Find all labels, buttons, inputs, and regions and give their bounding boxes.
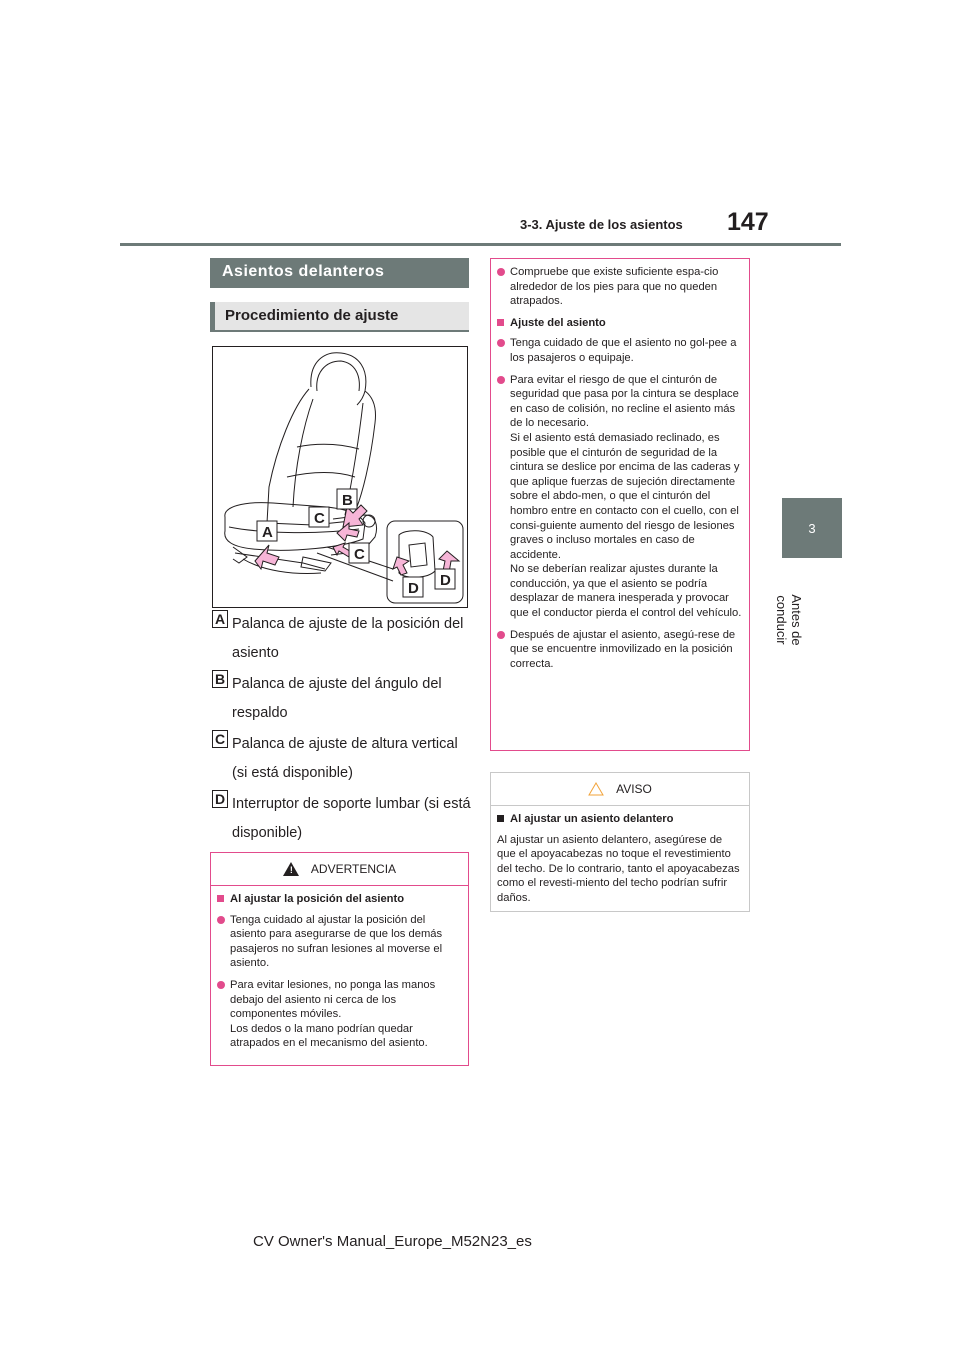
- svg-text:B: B: [342, 492, 353, 509]
- notice-title: AVISO: [616, 782, 652, 796]
- legend-key: D: [212, 790, 228, 808]
- legend-key: B: [212, 670, 228, 688]
- warning-point: Tenga cuidado de que el asiento no gol-pee a los pasajeros o equipaje.: [497, 336, 743, 365]
- figure-label-b: [337, 489, 357, 509]
- warning-icon: !: [283, 862, 299, 876]
- legend-text: Interruptor de soporte lumbar (si está disponible): [232, 796, 471, 841]
- legend-item: [212, 790, 472, 848]
- legend-item: [212, 670, 472, 728]
- figure-label-a: [257, 521, 277, 541]
- figure-label-d-left: [403, 577, 423, 597]
- notice-title-bar: [491, 773, 749, 806]
- legend-item: [212, 610, 472, 668]
- svg-text:D: D: [440, 572, 451, 589]
- notice-heading: Al ajustar un asiento delantero: [497, 812, 743, 827]
- sub-heading: Procedimiento de ajuste: [210, 302, 469, 332]
- footer-text: CV Owner's Manual_Europe_M52N23_es: [253, 1233, 532, 1250]
- warning-point: [497, 373, 743, 621]
- warning-point-text: Los dedos o la mano podrían quedar atrapados en el mecanismo del asiento.: [230, 1022, 428, 1050]
- header-rule: [120, 243, 841, 246]
- svg-text:A: A: [262, 524, 273, 541]
- chapter-tab: [782, 498, 842, 558]
- chapter-number: 3: [808, 520, 816, 536]
- legend-text: Palanca de ajuste del ángulo del respaldo: [232, 676, 442, 721]
- legend-item: [212, 730, 472, 788]
- figure-label-c-top: [309, 507, 329, 527]
- warning-heading: Al ajustar la posición del asiento: [217, 892, 462, 907]
- seat-drawing: [213, 347, 467, 607]
- notice-text: Al ajustar un asiento delantero, asegúrese de que el apoyacabezas no toque el revestimiento del techo. De lo contrario, tanto el apoyacabezas como el revesti-miento del techo podrían sufrir daños.: [497, 833, 740, 904]
- notice-box: [490, 772, 750, 912]
- warning-point-text: Para evitar lesiones, no ponga las manos debajo del asiento ni cerca de los componentes móviles.: [230, 978, 436, 1021]
- main-heading: Asientos delanteros: [210, 258, 469, 288]
- legend-list: [212, 611, 472, 856]
- legend-text: Palanca de ajuste de la posición del asiento: [232, 616, 464, 661]
- warning-title: ADVERTENCIA: [310, 862, 397, 876]
- warning-box-left: [210, 852, 469, 1066]
- chapter-title: Antes de conducir: [774, 594, 804, 646]
- warning-point: Después de ajustar el asiento, asegú-rese de que se encuentre inmovilizado en la posición correcta.: [497, 628, 743, 672]
- page-number: 147: [727, 208, 769, 236]
- warning-box-right: [490, 258, 750, 751]
- warning-point-text: No se deberían realizar ajustes durante la conducción, ya que el asiento se podría desplazar de manera inesperada y provocar que el conductor pierda el control del vehículo.: [510, 563, 742, 620]
- legend-key: C: [212, 730, 228, 748]
- notice-icon: [588, 782, 604, 796]
- warning-point: Compruebe que existe suficiente espa-cio alrededor de los pies para que no queden atrapados.: [497, 265, 743, 309]
- legend-text: Palanca de ajuste de altura vertical (si está disponible): [232, 736, 458, 781]
- legend-key: A: [212, 610, 228, 628]
- svg-text:C: C: [354, 546, 365, 563]
- seat-illustration: [212, 346, 468, 608]
- warning-heading: Ajuste del asiento: [497, 316, 743, 331]
- warning-point-text: Si el asiento está demasiado reclinado, es posible que el cinturón de seguridad de la cintura se deslice por encima de las caderas y que aplique fuerzas de sujeción directamente sobre el abdo-men, o que el cinturón del hombro entre en contacto con el cuello, con el consi-guiente aumento del riesgo de lesiones graves o incluso mortales en caso de accidente.: [510, 431, 740, 561]
- warning-title-bar: [211, 853, 468, 886]
- svg-text:C: C: [314, 510, 325, 527]
- figure-label-c-bottom: [349, 543, 369, 563]
- svg-text:D: D: [408, 580, 419, 597]
- warning-point: [217, 978, 462, 1051]
- section-title: 3-3. Ajuste de los asientos: [520, 217, 683, 232]
- figure-label-d-right: [435, 569, 455, 589]
- warning-point: Tenga cuidado al ajustar la posición del asiento para asegurarse de que los demás pasajeros no sufran lesiones al moverse el asiento.: [217, 913, 462, 971]
- warning-point-text: Para evitar el riesgo de que el cinturón de seguridad que pasa por la cintura se desplace en caso de colisión, no recline el asiento más de lo necesario.: [510, 373, 739, 430]
